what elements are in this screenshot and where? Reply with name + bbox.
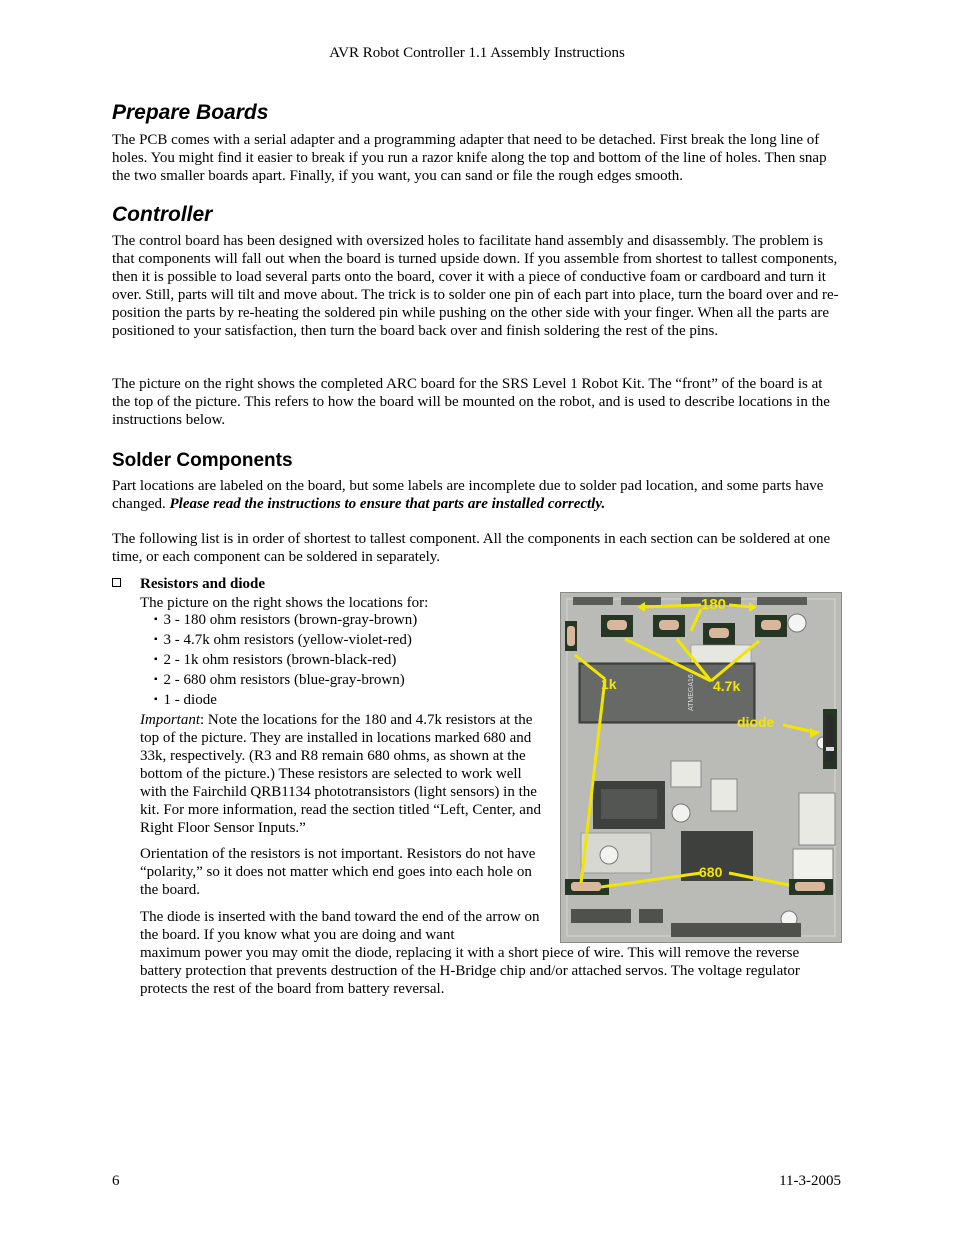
list-item: ▪ 2 - 1k ohm resistors (brown-black-red) [154, 651, 417, 671]
paragraph-solder-1 [112, 477, 842, 513]
resistor-list [154, 611, 417, 711]
important-note [140, 711, 550, 837]
diode-note-narrow: The diode is inserted with the band toward the end of the arrow on the board. If you know what you are doing and want [140, 909, 540, 943]
label-4-7k: 4.7k [713, 678, 741, 694]
paragraph-prepare-boards: The PCB comes with a serial adapter and a programming adapter that need to be detached. First break the long line of holes. You might find it easier to break if you run a razor knife along the top and bottom of the line of holes. Then snap the two smaller boards apart. Finally, if you want, you can sand or file the rough edges smooth. [112, 132, 827, 184]
paragraph-controller-1: The control board has been designed with oversized holes to facilitate hand assembly and disassembly. The problem is that components will fall out when the board is turned upside down. If you assemble from shortest to tallest components, then it is possible to load several parts onto the board, cover it with a piece of conductive foam or cardboard and turn it over. Still, parts will tilt and move about. The trick is to solder one pin of each part into place, turn the board over and re-position the parts by re-heating the soldered pin while pushing on the other side with your finger. When all the parts are positioned to your satisfaction, then turn the board back over and finish soldering the rest of the pins. [112, 233, 839, 339]
checkbox-bullet-icon [112, 578, 121, 587]
label-diode: diode [737, 714, 775, 730]
running-header: AVR Robot Controller 1.1 Assembly Instructions [329, 45, 625, 61]
list-item: ▪ 3 - 180 ohm resistors (brown-gray-brown) [154, 611, 417, 631]
heading-prepare-boards: Prepare Boards [112, 101, 269, 124]
diode-note-wide: maximum power you may omit the diode, replacing it with a short piece of wire. This will remove the reverse battery protection that prevents destruction of the H-Bridge chip and/or attached servos. The voltage regulator protects the rest of the board from battery reversal. [140, 945, 800, 997]
important-label: Important [140, 712, 200, 728]
label-180: 180 [701, 596, 727, 613]
heading-controller: Controller [112, 203, 213, 226]
list-item: ▪ 3 - 4.7k ohm resistors (yellow-violet-red) [154, 631, 417, 651]
page-number: 6 [112, 1173, 120, 1189]
label-680: 680 [699, 864, 723, 880]
label-1k: 1k [601, 676, 617, 692]
solder-note-text: Part locations are labeled on the board, but some labels are incomplete due to solder pad location, and some parts have changed. [112, 478, 824, 512]
important-text: : Note the locations for the 180 and 4.7k resistors at the top of the picture. They are installed in locations marked 680 and 33k, respectively. (R3 and R8 remain 680 ohms, as shown at the bottom of the picture.) These resistors are selected to work well with the Fairchild QRB1134 phototransistors (light sensors) in the kit. For more information, read the section titled “Left, Center, and Right Floor Sensor Inputs.” [140, 712, 541, 836]
solder-warning: Please read the instructions to ensure that parts are installed correctly. [169, 496, 606, 512]
chip-label: ATMEGA16 [688, 674, 695, 711]
paragraph-solder-2: The following list is in order of shortest to tallest component. All the components in each section can be soldered at one time, or each component can be soldered in separately. [112, 531, 831, 565]
paragraph-controller-2: The picture on the right shows the completed ARC board for the SRS Level 1 Robot Kit. The “front” of the board is at the top of the picture. This refers to how the board will be mounted on the robot, and is used to describe locations in the instructions below. [112, 376, 830, 428]
footer-date: 11-3-2005 [779, 1173, 841, 1189]
heading-solder-components: Solder Components [112, 450, 293, 471]
resistors-title: Resistors and diode [140, 576, 266, 592]
pcb-photo [560, 592, 842, 943]
pcb-illustration [561, 593, 841, 942]
list-item: ▪ 1 - diode [154, 691, 417, 711]
orientation-note: Orientation of the resistors is not important. Resistors do not have “polarity,” so it does not matter which end goes into each hole on the board. [140, 846, 536, 898]
resistors-intro: The picture on the right shows the locations for: [140, 595, 429, 611]
list-item: ▪ 2 - 680 ohm resistors (blue-gray-brown) [154, 671, 417, 691]
